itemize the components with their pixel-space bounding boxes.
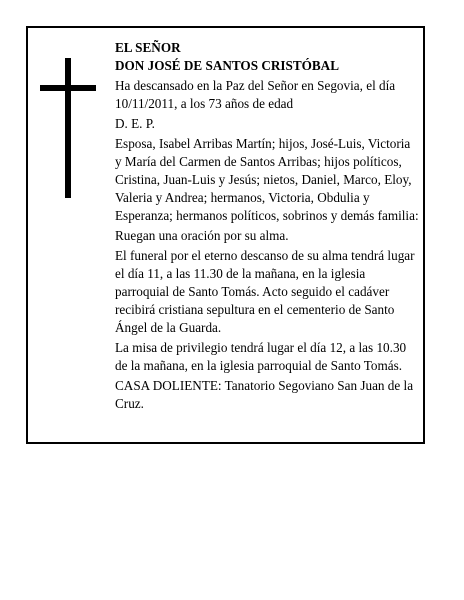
prayer-request: Ruegan una oración por su alma.: [115, 228, 289, 243]
family-list: Esposa, Isabel Arribas Martín; hijos, José-Luis, Victoria y María del Carmen de Santos Arribas; hijos políticos, Cristina, Juan-Luis y Jesús; nietos, Daniel, Marco, Eloy, Valeria y Andrea; hermanos, Victoria, Obdulia y Esperanza; hermanos políticos, sobrinos y demás familia:: [115, 136, 419, 223]
mourning-house: CASA DOLIENTE: Tanatorio Segoviano San Juan de la Cruz.: [115, 378, 414, 411]
deceased-name: DON JOSÉ DE SANTOS CRISTÓBAL: [115, 58, 340, 73]
notice-text-block: [115, 39, 420, 413]
funeral-details: El funeral por el eterno descanso de su alma tendrá lugar el día 11, a las 11.30 de la mañana, en la iglesia parroquial de Santo Tomás. Acto seguido el cadáver recibirá cristiana sepultura en el cementerio de Santo Ángel de la Guarda.: [115, 248, 415, 335]
mass-details: La misa de privilegio tendrá lugar el día 12, a las 10.30 de la mañana, en la iglesia parroquial de Santo Tomás.: [115, 340, 407, 373]
cross-vertical-bar: [65, 58, 71, 198]
cross-icon: [40, 58, 96, 198]
notice-title: EL SEÑOR: [115, 40, 181, 55]
obituary-notice: [26, 26, 425, 444]
death-announcement: Ha descansado en la Paz del Señor en Segovia, el día 10/11/2011, a los 73 años de edad: [115, 78, 396, 111]
rip-abbreviation: D. E. P.: [115, 116, 155, 131]
cross-horizontal-bar: [40, 85, 96, 91]
